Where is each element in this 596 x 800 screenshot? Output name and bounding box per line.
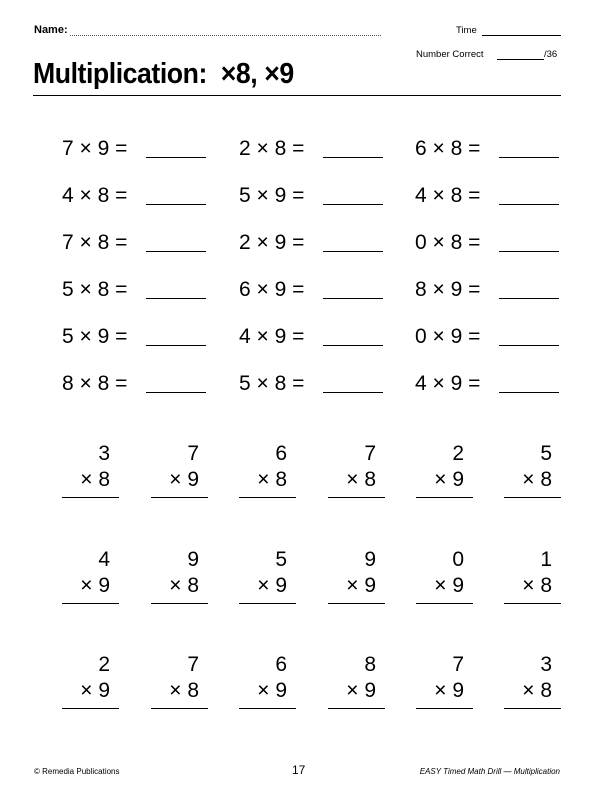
answer-rule[interactable] (416, 708, 473, 709)
problem-multiplier: × 8 (346, 468, 376, 491)
time-label: Time (456, 25, 477, 36)
answer-rule[interactable] (328, 708, 385, 709)
answer-blank[interactable] (499, 392, 559, 393)
problem-top-number: 9 (187, 548, 199, 571)
vertical-problem (151, 652, 213, 722)
vertical-problem (504, 441, 566, 511)
answer-blank[interactable] (146, 298, 206, 299)
number-correct-field[interactable] (497, 59, 544, 60)
problem-expression: 8 × 8 = (62, 372, 128, 395)
problem-multiplier: × 9 (257, 574, 287, 597)
problem-multiplier: × 9 (434, 574, 464, 597)
answer-blank[interactable] (499, 298, 559, 299)
answer-blank[interactable] (323, 157, 383, 158)
vertical-problem (62, 652, 124, 722)
answer-rule[interactable] (416, 603, 473, 604)
answer-blank[interactable] (499, 251, 559, 252)
time-field[interactable] (482, 35, 561, 36)
vertical-problem (328, 652, 390, 722)
number-correct-total: /36 (544, 49, 558, 60)
answer-blank[interactable] (146, 392, 206, 393)
problem-top-number: 6 (275, 653, 287, 676)
answer-blank[interactable] (146, 157, 206, 158)
problem-top-number: 5 (540, 442, 552, 465)
problem-top-number: 8 (364, 653, 376, 676)
answer-blank[interactable] (323, 392, 383, 393)
answer-blank[interactable] (146, 251, 206, 252)
answer-blank[interactable] (323, 298, 383, 299)
problem-row (0, 275, 596, 305)
problem-multiplier: × 9 (434, 468, 464, 491)
problem-expression: 0 × 9 = (415, 325, 481, 348)
vertical-problem (328, 441, 390, 511)
problem-row (0, 228, 596, 258)
answer-blank[interactable] (499, 345, 559, 346)
problem-top-number: 4 (98, 548, 110, 571)
answer-rule[interactable] (151, 603, 208, 604)
problem-multiplier: × 9 (346, 574, 376, 597)
problem-multiplier: × 9 (80, 574, 110, 597)
footer-book-title: EASY Timed Math Drill — Multiplication (419, 767, 560, 776)
problem-top-number: 7 (364, 442, 376, 465)
problem-expression: 5 × 9 = (62, 325, 128, 348)
answer-blank[interactable] (323, 204, 383, 205)
problem-top-number: 2 (98, 653, 110, 676)
answer-rule[interactable] (504, 603, 561, 604)
problem-expression: 4 × 8 = (415, 184, 481, 207)
problem-multiplier: × 8 (169, 574, 199, 597)
problem-multiplier: × 8 (80, 468, 110, 491)
title-underline (33, 95, 561, 96)
answer-rule[interactable] (151, 708, 208, 709)
answer-rule[interactable] (239, 603, 296, 604)
problem-row (0, 322, 596, 352)
problem-expression: 4 × 8 = (62, 184, 128, 207)
vertical-problem (504, 547, 566, 617)
problem-top-number: 0 (452, 548, 464, 571)
problem-expression: 7 × 9 = (62, 137, 128, 160)
problem-multiplier: × 9 (80, 679, 110, 702)
problem-top-number: 2 (452, 442, 464, 465)
answer-rule[interactable] (62, 497, 119, 498)
problem-expression: 5 × 8 = (239, 372, 305, 395)
answer-rule[interactable] (328, 603, 385, 604)
footer-publisher: © Remedia Publications (34, 767, 120, 776)
problem-row (0, 369, 596, 399)
problem-top-number: 7 (452, 653, 464, 676)
answer-blank[interactable] (499, 204, 559, 205)
answer-rule[interactable] (239, 708, 296, 709)
answer-rule[interactable] (416, 497, 473, 498)
answer-rule[interactable] (504, 497, 561, 498)
problem-multiplier: × 8 (522, 468, 552, 491)
vertical-problem (239, 441, 301, 511)
vertical-problem (239, 652, 301, 722)
vertical-problem (504, 652, 566, 722)
vertical-problem (239, 547, 301, 617)
problem-expression: 4 × 9 = (415, 372, 481, 395)
problem-top-number: 3 (98, 442, 110, 465)
vertical-problem (62, 441, 124, 511)
problem-top-number: 6 (275, 442, 287, 465)
number-correct-label: Number Correct (416, 49, 484, 60)
problem-top-number: 7 (187, 442, 199, 465)
answer-blank[interactable] (146, 204, 206, 205)
vertical-problem (151, 547, 213, 617)
problem-expression: 6 × 9 = (239, 278, 305, 301)
vertical-problem (328, 547, 390, 617)
problem-multiplier: × 8 (522, 574, 552, 597)
problem-row (0, 181, 596, 211)
problem-multiplier: × 8 (169, 679, 199, 702)
problem-multiplier: × 9 (434, 679, 464, 702)
name-field[interactable] (70, 35, 381, 36)
problem-top-number: 9 (364, 548, 376, 571)
answer-rule[interactable] (239, 497, 296, 498)
problem-multiplier: × 8 (522, 679, 552, 702)
answer-blank[interactable] (323, 251, 383, 252)
problem-multiplier: × 9 (169, 468, 199, 491)
problem-multiplier: × 9 (346, 679, 376, 702)
answer-blank[interactable] (146, 345, 206, 346)
problem-top-number: 3 (540, 653, 552, 676)
problem-expression: 6 × 8 = (415, 137, 481, 160)
answer-rule[interactable] (62, 603, 119, 604)
footer-page-number: 17 (292, 763, 306, 777)
vertical-problem (151, 441, 213, 511)
problem-expression: 5 × 9 = (239, 184, 305, 207)
problem-expression: 7 × 8 = (62, 231, 128, 254)
answer-blank[interactable] (323, 345, 383, 346)
answer-rule[interactable] (328, 497, 385, 498)
problem-row (0, 134, 596, 164)
problem-expression: 0 × 8 = (415, 231, 481, 254)
problem-expression: 5 × 8 = (62, 278, 128, 301)
name-label: Name: (34, 24, 68, 36)
problem-top-number: 5 (275, 548, 287, 571)
vertical-problem (62, 547, 124, 617)
problem-top-number: 7 (187, 653, 199, 676)
answer-rule[interactable] (62, 708, 119, 709)
problem-expression: 2 × 9 = (239, 231, 305, 254)
problem-expression: 8 × 9 = (415, 278, 481, 301)
problem-top-number: 1 (540, 548, 552, 571)
answer-rule[interactable] (151, 497, 208, 498)
problem-multiplier: × 8 (257, 468, 287, 491)
vertical-problem (416, 441, 478, 511)
vertical-problem (416, 652, 478, 722)
problem-multiplier: × 9 (257, 679, 287, 702)
answer-blank[interactable] (499, 157, 559, 158)
page-title: Multiplication: ×8, ×9 (33, 58, 294, 90)
vertical-problem (416, 547, 478, 617)
problem-expression: 4 × 9 = (239, 325, 305, 348)
problem-expression: 2 × 8 = (239, 137, 305, 160)
answer-rule[interactable] (504, 708, 561, 709)
